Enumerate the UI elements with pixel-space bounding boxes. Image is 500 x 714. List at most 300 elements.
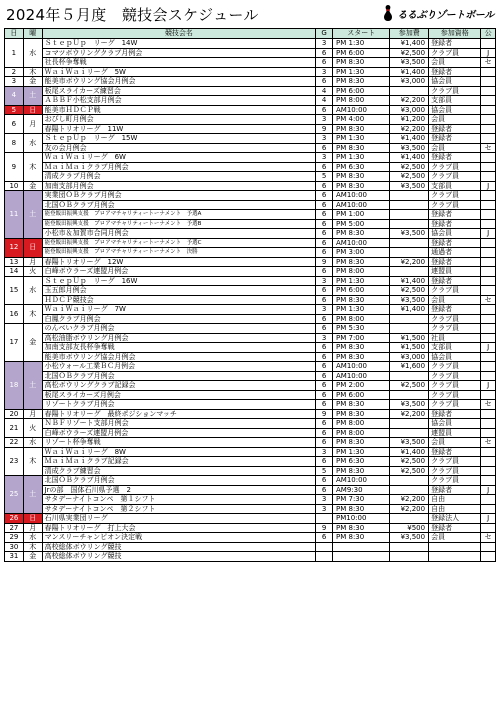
weekday-cell: 金 [23,77,42,87]
event-name-cell: 高松油脂ボウリング月例会 [42,333,316,343]
games-cell: 3 [316,504,333,514]
header-eligibility: 参加資格 [429,29,481,39]
schedule-row [5,58,496,68]
start-time-cell: PM 8:30 [333,400,390,410]
eligibility-cell: 登録者 [429,523,481,533]
fee-cell: ¥500 [390,523,429,533]
start-time-cell: PM 8:30 [333,124,390,134]
weekday-cell: 金 [23,552,42,562]
games-cell [316,542,333,552]
schedule-row [5,48,496,58]
event-name-cell: のんべいクラブ月例会 [42,324,316,334]
start-time-cell: PM 8:30 [333,466,390,476]
event-name-cell: 高校総体ボウリング競技 [42,542,316,552]
start-time-cell: PM 8:30 [333,229,390,239]
event-name-cell: 能登飯田振興支援 プロアマチャリティートーナメント 予選C [42,238,316,248]
games-cell: 3 [316,333,333,343]
day-cell: 11 [5,191,24,239]
eligibility-cell: 登録者 [429,67,481,77]
event-name-cell: 清成クラブ練習会 [42,466,316,476]
start-time-cell: PM 8:00 [333,428,390,438]
schedule-row [5,428,496,438]
official-cell [481,248,496,258]
event-name-cell: 北国ＯＢクラブ月例会 [42,371,316,381]
games-cell: 3 [316,115,333,125]
event-name-cell: ＮＢＦリゾート支部月例会 [42,419,316,429]
eligibility-cell: クラブ員 [429,286,481,296]
eligibility-cell: 支部員 [429,343,481,353]
fee-cell [390,371,429,381]
start-time-cell: PM 1:30 [333,67,390,77]
header-official: 公 [481,29,496,39]
fee-cell: ¥2,200 [390,124,429,134]
event-name-cell: 白鳳クラブ月例会 [42,314,316,324]
games-cell: 6 [316,238,333,248]
official-cell [481,504,496,514]
schedule-row [5,305,496,315]
event-name-cell: 小松市＆加賀市合同月例会 [42,229,316,239]
schedule-row [5,162,496,172]
event-name-cell: 春陽トリオリーグ 12W [42,257,316,267]
fee-cell [390,485,429,495]
official-cell [481,67,496,77]
fee-cell: ¥3,500 [390,295,429,305]
games-cell: 3 [316,134,333,144]
event-name-cell: 高校総体ボウリング競技 [42,552,316,562]
schedule-row [5,229,496,239]
eligibility-cell: 自由 [429,504,481,514]
eligibility-cell: 登録者 [429,153,481,163]
start-time-cell: AM10:00 [333,105,390,115]
schedule-row [5,276,496,286]
schedule-row [5,124,496,134]
day-cell: 1 [5,39,24,68]
games-cell: 6 [316,324,333,334]
start-time-cell: PM 1:30 [333,276,390,286]
event-name-cell: 春陽トリオリーグ 11W [42,124,316,134]
day-cell: 23 [5,447,24,476]
eligibility-cell: 登録者 [429,238,481,248]
schedule-row [5,96,496,106]
schedule-row [5,390,496,400]
fee-cell: ¥3,500 [390,58,429,68]
games-cell: 6 [316,400,333,410]
eligibility-cell: クラブ員 [429,476,481,486]
fee-cell: ¥2,500 [390,457,429,467]
brand-logo [381,3,494,23]
games-cell: 6 [316,314,333,324]
fee-cell [390,191,429,201]
schedule-row [5,324,496,334]
eligibility-cell: 登録者 [429,39,481,49]
schedule-row [5,343,496,353]
event-name-cell: 実業団ＯＢクラブ月例会 [42,191,316,201]
weekday-cell: 木 [23,447,42,476]
fee-cell: ¥2,500 [390,466,429,476]
eligibility-cell: クラブ員 [429,314,481,324]
fee-cell: ¥2,500 [390,172,429,182]
games-cell: 5 [316,172,333,182]
event-name-cell: サタデーナイトコンペ 第１シフト [42,495,316,505]
day-cell: 5 [5,105,24,115]
event-name-cell: マンスリーチャンピオン決定戦 [42,533,316,543]
eligibility-cell: クラブ員 [429,162,481,172]
schedule-row [5,67,496,77]
games-cell: 4 [316,86,333,96]
games-cell: 6 [316,162,333,172]
fee-cell: ¥2,500 [390,381,429,391]
fee-cell: ¥3,000 [390,352,429,362]
logo-text: るるぶりゾートボール [397,9,494,21]
eligibility-cell: 登録者 [429,447,481,457]
start-time-cell: PM 8:30 [333,438,390,448]
eligibility-cell: 登録者 [429,305,481,315]
fee-cell [390,476,429,486]
eligibility-cell: クラブ員 [429,324,481,334]
schedule-row [5,333,496,343]
weekday-cell: 土 [23,86,42,105]
event-name-cell: ＷａｉＷａｉリーグ 6W [42,153,316,163]
start-time-cell: PM 8:30 [333,343,390,353]
games-cell: 5 [316,466,333,476]
schedule-row [5,172,496,182]
event-name-cell: おびし町月例会 [42,115,316,125]
event-name-cell: ＷａｉＷａｉリーグ 8W [42,447,316,457]
start-time-cell: PM 8:30 [333,504,390,514]
fee-cell: ¥2,500 [390,286,429,296]
day-cell: 18 [5,362,24,410]
official-cell [481,362,496,372]
eligibility-cell: 通過者 [429,248,481,258]
start-time-cell: PM 5:30 [333,324,390,334]
event-name-cell: リゾートクラブ月例会 [42,400,316,410]
official-cell [481,124,496,134]
official-cell [481,314,496,324]
start-time-cell: PM 2:00 [333,381,390,391]
official-cell [481,523,496,533]
eligibility-cell: 社員 [429,333,481,343]
day-cell: 3 [5,77,24,87]
eligibility-cell: 登録者 [429,210,481,220]
eligibility-cell: 協会員 [429,77,481,87]
games-cell: 6 [316,343,333,353]
day-cell: 25 [5,476,24,514]
start-time-cell: AM9:30 [333,485,390,495]
event-name-cell: ＷａｉＷａｉリーグ 5W [42,67,316,77]
games-cell [316,514,333,524]
day-cell: 2 [5,67,24,77]
day-cell: 17 [5,324,24,362]
fee-cell: ¥3,000 [390,77,429,87]
weekday-cell: 月 [23,257,42,267]
fee-cell: ¥2,200 [390,257,429,267]
day-cell: 14 [5,267,24,277]
fee-cell: ¥1,200 [390,115,429,125]
eligibility-cell: クラブ員 [429,172,481,182]
schedule-row [5,153,496,163]
event-name-cell: 高松ボウリングクラブ記録会 [42,381,316,391]
event-name-cell: ＡＢＢＦ小松支部月例会 [42,96,316,106]
start-time-cell: PM 6:30 [333,457,390,467]
event-name-cell: リゾート杯争奪戦 [42,438,316,448]
fee-cell [390,514,429,524]
official-cell [481,286,496,296]
schedule-row [5,371,496,381]
fee-cell: ¥3,000 [390,105,429,115]
schedule-table [4,28,496,562]
official-cell: セ [481,438,496,448]
event-name-cell: 能登飯田振興支援 プロアマチャリティートーナメント 決勝 [42,248,316,258]
event-name-cell: 北国ＯＢクラブ月例会 [42,476,316,486]
schedule-row [5,286,496,296]
weekday-cell: 土 [23,362,42,410]
weekday-cell: 金 [23,181,42,191]
games-cell: 6 [316,48,333,58]
event-name-cell: 板尾スライカーズ練習会 [42,86,316,96]
games-cell: 6 [316,105,333,115]
day-cell: 27 [5,523,24,533]
games-cell: 6 [316,419,333,429]
day-cell: 8 [5,134,24,153]
fee-cell: ¥2,500 [390,48,429,58]
games-cell: 6 [316,58,333,68]
games-cell: 9 [316,409,333,419]
official-cell: セ [481,143,496,153]
schedule-row [5,381,496,391]
start-time-cell: PM10:00 [333,514,390,524]
games-cell: 6 [316,457,333,467]
fee-cell: ¥1,500 [390,343,429,353]
official-cell [481,191,496,201]
weekday-cell: 日 [23,514,42,524]
fee-cell: ¥1,400 [390,39,429,49]
day-cell: 29 [5,533,24,543]
official-cell [481,476,496,486]
event-name-cell: 能美市ボウリング協会月例会 [42,352,316,362]
schedule-row [5,409,496,419]
event-name-cell: 加南支部月例会 [42,181,316,191]
event-name-cell: ＷａｉＷａｉリーグ 7W [42,305,316,315]
schedule-row [5,504,496,514]
weekday-cell: 木 [23,542,42,552]
event-name-cell: コマツボウリングクラブ月例会 [42,48,316,58]
eligibility-cell: 協会員 [429,229,481,239]
day-cell: 30 [5,542,24,552]
games-cell: 6 [316,371,333,381]
games-cell: 3 [316,67,333,77]
official-cell [481,238,496,248]
fee-cell: ¥2,200 [390,409,429,419]
event-name-cell: 白峰ボウラーズ連盟月例会 [42,267,316,277]
day-cell: 31 [5,552,24,562]
games-cell: 3 [316,153,333,163]
games-cell: 3 [316,447,333,457]
event-name-cell: 社長杯争奪戦 [42,58,316,68]
day-cell: 15 [5,276,24,305]
event-name-cell: ＭａｉＭａｉクラブ記録会 [42,457,316,467]
start-time-cell: AM10:00 [333,200,390,210]
official-cell [481,324,496,334]
schedule-row [5,352,496,362]
official-cell [481,419,496,429]
schedule-row [5,400,496,410]
games-cell: 6 [316,267,333,277]
header-games: G [316,29,333,39]
start-time-cell: PM 1:30 [333,134,390,144]
weekday-cell: 月 [23,115,42,134]
official-cell [481,39,496,49]
eligibility-cell: クラブ員 [429,371,481,381]
event-name-cell: ＳｔｅｐＵｐ リーグ 15W [42,134,316,144]
official-cell [481,96,496,106]
games-cell: 9 [316,124,333,134]
weekday-cell: 水 [23,438,42,448]
start-time-cell: AM10:00 [333,191,390,201]
eligibility-cell: 会員 [429,533,481,543]
schedule-row [5,542,496,552]
start-time-cell: PM 5:00 [333,219,390,229]
eligibility-cell: 登録者 [429,124,481,134]
games-cell: 3 [316,305,333,315]
games-cell: 6 [316,143,333,153]
games-cell: 6 [316,295,333,305]
start-time-cell: PM 8:00 [333,267,390,277]
day-cell: 13 [5,257,24,267]
header-row [5,29,496,39]
day-cell: 9 [5,153,24,182]
schedule-row [5,362,496,372]
eligibility-cell: 協会員 [429,419,481,429]
weekday-cell: 月 [23,409,42,419]
fee-cell [390,419,429,429]
schedule-body [5,39,496,562]
start-time-cell: PM 8:30 [333,533,390,543]
start-time-cell: PM 6:00 [333,390,390,400]
fee-cell: ¥2,500 [390,162,429,172]
eligibility-cell: 登録者 [429,276,481,286]
schedule-row [5,466,496,476]
event-name-cell: 能美市ボウリング協会月例会 [42,77,316,87]
event-name-cell: 能登飯田振興支援 プロアマチャリティートーナメント 予選A [42,210,316,220]
eligibility-cell: 登録者 [429,257,481,267]
day-cell: 6 [5,115,24,134]
eligibility-cell: 会員 [429,115,481,125]
header-event-name: 競技会名 [42,29,316,39]
schedule-row [5,86,496,96]
start-time-cell: PM 6:00 [333,86,390,96]
weekday-cell: 日 [23,105,42,115]
start-time-cell [333,542,390,552]
weekday-cell: 木 [23,305,42,324]
schedule-row [5,267,496,277]
schedule-row [5,514,496,524]
event-name-cell: ＳｔｅｐＵｐ リーグ 14W [42,39,316,49]
start-time-cell: PM 8:30 [333,523,390,533]
start-time-cell: PM 8:30 [333,352,390,362]
games-cell: 9 [316,523,333,533]
eligibility-cell: 会員 [429,58,481,68]
eligibility-cell: 会員 [429,295,481,305]
fee-cell: ¥2,200 [390,504,429,514]
official-cell [481,115,496,125]
schedule-row [5,447,496,457]
games-cell: 3 [316,495,333,505]
eligibility-cell [429,552,481,562]
start-time-cell: PM 8:00 [333,314,390,324]
eligibility-cell: 登録者 [429,485,481,495]
games-cell: 6 [316,438,333,448]
header-start: スタート [333,29,390,39]
start-time-cell: PM 8:30 [333,77,390,87]
day-cell: 26 [5,514,24,524]
start-time-cell: PM 3:00 [333,248,390,258]
weekday-cell: 金 [23,324,42,362]
official-cell [481,105,496,115]
start-time-cell: PM 8:30 [333,257,390,267]
schedule-row [5,419,496,429]
schedule-row [5,210,496,220]
games-cell: 6 [316,381,333,391]
fee-cell: ¥1,600 [390,362,429,372]
start-time-cell: PM 6:00 [333,48,390,58]
schedule-row [5,238,496,248]
start-time-cell: PM 6:30 [333,162,390,172]
official-cell [481,542,496,552]
eligibility-cell: クラブ員 [429,457,481,467]
event-name-cell: 板尾スライカーズ月例会 [42,390,316,400]
official-cell [481,352,496,362]
event-name-cell: 能美市ＨＤＣＰ戦 [42,105,316,115]
fee-cell [390,219,429,229]
schedule-row [5,533,496,543]
schedule-row [5,314,496,324]
fee-cell: ¥2,200 [390,495,429,505]
weekday-cell: 水 [23,276,42,305]
games-cell: 4 [316,96,333,106]
weekday-cell: 水 [23,533,42,543]
event-name-cell: ＳｔｅｐＵｐ リーグ 16W [42,276,316,286]
official-cell [481,162,496,172]
day-cell: 20 [5,409,24,419]
start-time-cell: PM 8:30 [333,172,390,182]
event-name-cell: 小松ウォール工業ＢＣ月例会 [42,362,316,372]
official-cell: J [481,48,496,58]
start-time-cell: PM 8:30 [333,409,390,419]
schedule-row [5,181,496,191]
official-cell [481,409,496,419]
fee-cell [390,552,429,562]
day-cell: 21 [5,419,24,438]
fee-cell [390,200,429,210]
official-cell [481,495,496,505]
start-time-cell: PM 1:30 [333,305,390,315]
eligibility-cell: 支部員 [429,96,481,106]
official-cell: セ [481,400,496,410]
eligibility-cell: 登録法人 [429,514,481,524]
fee-cell: ¥3,500 [390,181,429,191]
schedule-row [5,200,496,210]
weekday-cell: 月 [23,523,42,533]
fee-cell: ¥1,400 [390,447,429,457]
fee-cell [390,248,429,258]
weekday-cell: 土 [23,476,42,514]
eligibility-cell: クラブ員 [429,381,481,391]
start-time-cell: PM 7:00 [333,333,390,343]
fee-cell: ¥1,400 [390,134,429,144]
games-cell: 6 [316,200,333,210]
official-cell: J [481,381,496,391]
official-cell: セ [481,533,496,543]
